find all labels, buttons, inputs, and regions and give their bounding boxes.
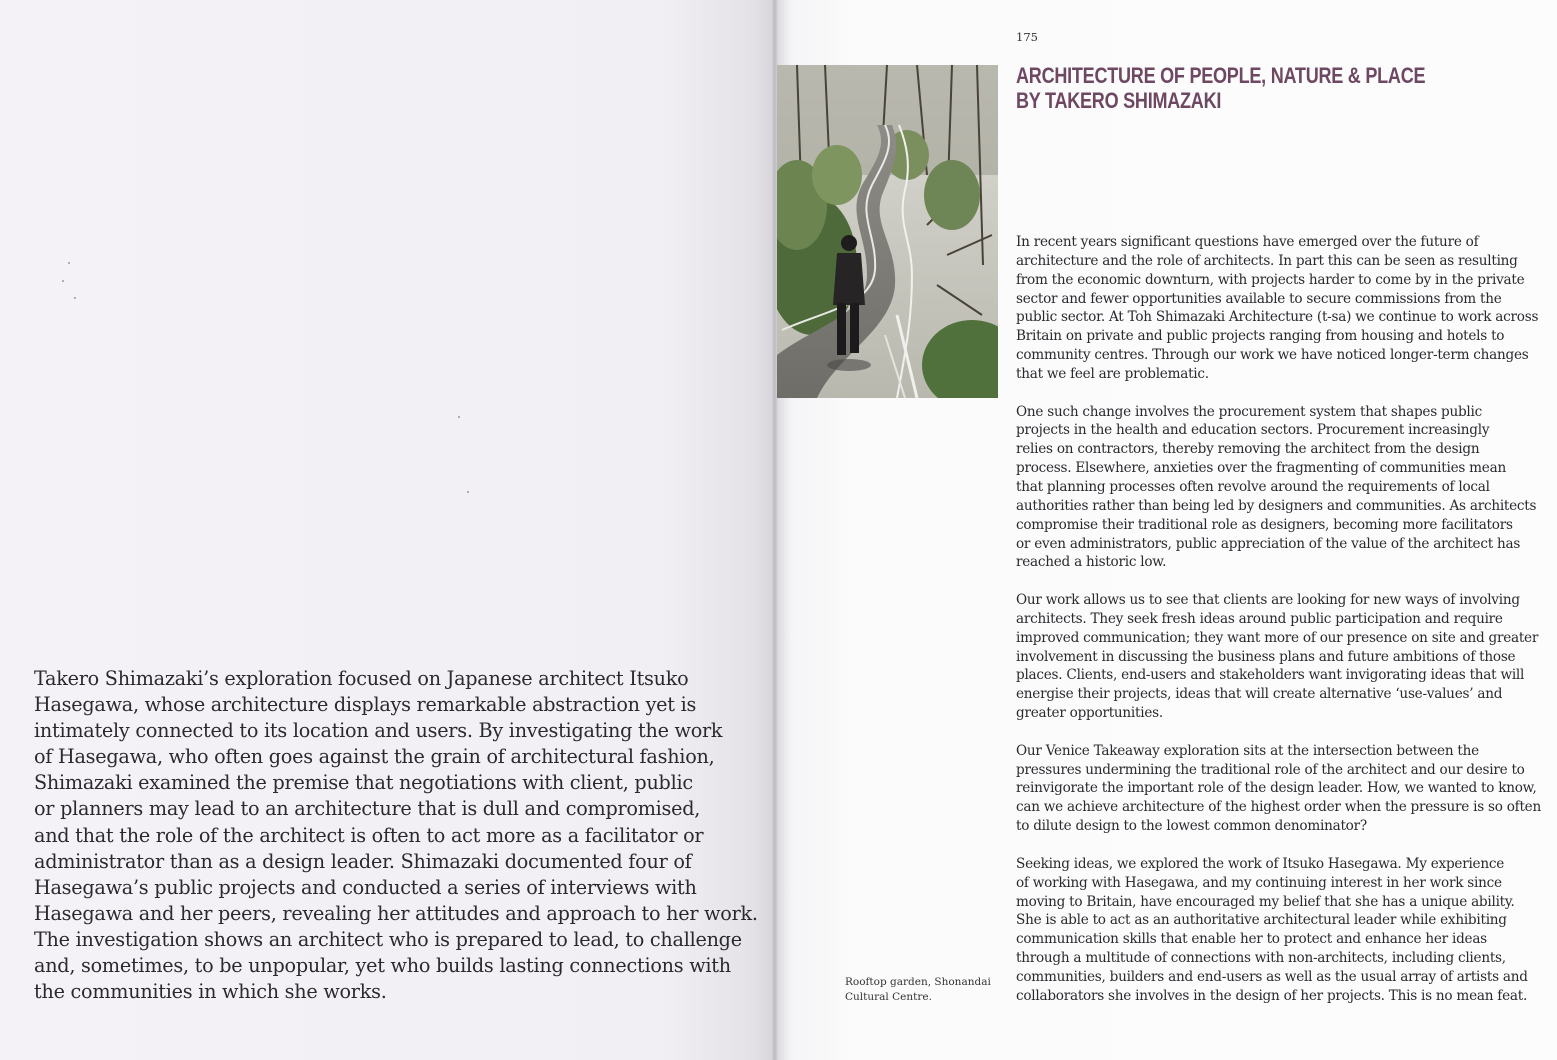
- intro-line: Hasegawa, whose architecture displays remarkable abstraction yet is: [34, 693, 697, 717]
- body-line: or even administrators, public appreciation of the value of the architect has: [1016, 535, 1521, 552]
- body-line: involvement in discussing the business plans and future ambitions of those: [1016, 648, 1516, 665]
- body-line: Britain on private and public projects ranging from housing and hotels to: [1016, 328, 1505, 345]
- article-body: [1016, 233, 1541, 1024]
- body-line: from the economic downturn, with projects harder to come by in the private: [1016, 271, 1525, 288]
- intro-line: the communities in which she works.: [34, 980, 387, 1004]
- title-line: BY TAKERO SHIMAZAKI: [1016, 88, 1222, 113]
- body-line: compromise their traditional role as designers, becoming more facilitators: [1016, 516, 1513, 533]
- body-line: architects. They seek fresh ideas around public participation and require: [1016, 610, 1503, 627]
- body-line: can we achieve architecture of the highest order when the pressure is so often: [1016, 799, 1541, 816]
- intro-line: Shimazaki examined the premise that negotiations with client, public: [34, 771, 693, 795]
- caption-line: Rooftop garden, Shonandai: [845, 976, 991, 988]
- intro-line: The investigation shows an architect who is prepared to lead, to challenge: [34, 927, 742, 951]
- body-paragraph: [1016, 742, 1541, 836]
- photo-caption: [845, 975, 991, 1005]
- body-line: process. Elsewhere, anxieties over the fragmenting of communities mean: [1016, 460, 1506, 477]
- body-line: One such change involves the procurement system that shapes public: [1016, 403, 1482, 420]
- left-page: [0, 0, 776, 1060]
- body-paragraph: [1016, 855, 1536, 1006]
- title-line: ARCHITECTURE OF PEOPLE, NATURE & PLACE: [1016, 63, 1426, 88]
- body-line: She is able to act as an authoritative architectural leader while exhibiting: [1016, 912, 1507, 929]
- rooftop-garden-photo: [777, 65, 998, 398]
- photo-rooftop-garden-walkway: [777, 65, 998, 398]
- body-line: of working with Hasegawa, and my continuing interest in her work since: [1016, 874, 1502, 891]
- body-line: that planning processes often revolve around the requirements of local: [1016, 478, 1490, 495]
- body-line: communities, builders and end-users as well as the usual array of artists and: [1016, 968, 1528, 985]
- body-line: that we feel are problematic.: [1016, 365, 1209, 382]
- body-line: pressures undermining the traditional role of the architect and our desire to: [1016, 761, 1525, 778]
- page-number: 175: [1016, 30, 1038, 44]
- body-line: authorities rather than being led by designers and communities. As architects: [1016, 497, 1537, 514]
- body-paragraph: [1016, 403, 1536, 573]
- body-line: architecture and the role of architects. In part this can be seen as resulting: [1016, 252, 1518, 269]
- caption-line: Cultural Centre.: [845, 991, 932, 1003]
- body-line: improved communication; they want more of our presence on site and greater: [1016, 629, 1539, 646]
- body-line: Our Venice Takeaway exploration sits at the intersection between the: [1016, 742, 1479, 759]
- body-line: sector and fewer opportunities available to secure commissions from the: [1016, 290, 1502, 307]
- intro-line: Hasegawa and her peers, revealing her attitudes and approach to her work.: [34, 901, 758, 925]
- intro-line: of Hasegawa, who often goes against the grain of architectural fashion,: [34, 745, 715, 769]
- intro-line: Hasegawa’s public projects and conducted a series of interviews with: [34, 875, 697, 899]
- body-line: projects in the health and education sectors. Procurement increasingly: [1016, 422, 1490, 439]
- body-line: reinvigorate the important role of the design leader. How, we wanted to know,: [1016, 780, 1537, 797]
- body-line: moving to Britain, have encouraged my belief that she has a unique ability.: [1016, 893, 1515, 910]
- body-line: Our work allows us to see that clients are looking for new ways of involving: [1016, 592, 1520, 609]
- intro-line: and that the role of the architect is often to act more as a facilitator or: [34, 823, 704, 847]
- paper-speck: [68, 262, 70, 264]
- body-line: In recent years significant questions have emerged over the future of: [1016, 234, 1479, 250]
- intro-line: Takero Shimazaki’s exploration focused on Japanese architect Itsuko: [34, 667, 689, 690]
- body-line: greater opportunities.: [1016, 705, 1163, 722]
- body-line: through a multitude of connections with non-architects, including clients,: [1016, 950, 1506, 967]
- body-line: to dilute design to the lowest common denominator?: [1016, 818, 1367, 835]
- body-line: relies on contractors, thereby removing the architect from the design: [1016, 441, 1480, 458]
- body-line: places. Clients, end-users and stakeholders want invigorating ideas that will: [1016, 667, 1525, 684]
- article-title: [1016, 63, 1442, 113]
- body-line: collaborators she involves in the design of her projects. This is no mean feat.: [1016, 987, 1528, 1004]
- body-line: community centres. Through our work we have noticed longer-term changes: [1016, 347, 1529, 364]
- body-line: public sector. At Toh Shimazaki Architecture (t-sa) we continue to work across: [1016, 309, 1539, 326]
- body-line: communication skills that enable her to protect and enhance her ideas: [1016, 931, 1487, 948]
- paper-speck: [62, 280, 64, 282]
- body-line: energise their projects, ideas that will create alternative ‘use-values’ and: [1016, 686, 1503, 703]
- intro-line: intimately connected to its location and users. By investigating the work: [34, 719, 723, 743]
- body-line: reached a historic low.: [1016, 554, 1167, 571]
- intro-line: administrator than as a design leader. Shimazaki documented four of: [34, 849, 692, 873]
- paper-speck: [458, 416, 460, 418]
- intro-line: or planners may lead to an architecture that is dull and compromised,: [34, 797, 701, 821]
- intro-paragraph: [34, 666, 758, 1005]
- intro-line: and, sometimes, to be unpopular, yet who builds lasting connections with: [34, 954, 731, 978]
- body-paragraph: [1016, 233, 1539, 384]
- body-paragraph: [1016, 591, 1539, 723]
- paper-speck: [74, 297, 76, 299]
- body-line: Seeking ideas, we explored the work of Itsuko Hasegawa. My experience: [1016, 855, 1504, 872]
- paper-speck: [467, 491, 469, 493]
